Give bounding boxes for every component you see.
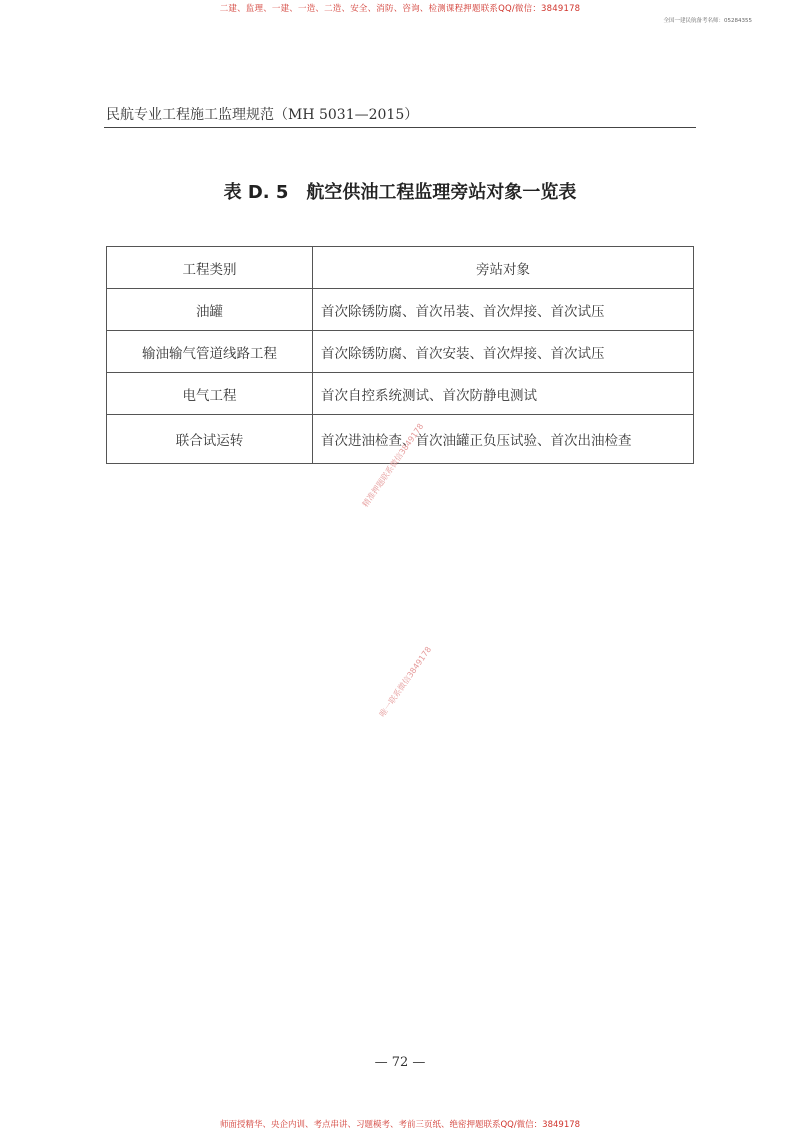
bottom-banner: 师面授精华、央企内训、考点串讲、习题模考、考前三页纸、绝密押题联系QQ/微信：3849178 <box>219 1120 581 1130</box>
objects-cell: 首次除锈防腐、首次安装、首次焊接、首次试压 <box>313 331 694 373</box>
table-number: 表 D. 5 <box>223 182 289 203</box>
table-title-text: 航空供油工程监理旁站对象一览表 <box>306 182 577 203</box>
category-cell: 电气工程 <box>107 373 313 415</box>
top-right-note: 全国一建民航备考名师：05284355 <box>663 18 752 24</box>
watermark: 唯一联系微信3849178 <box>377 645 434 719</box>
running-header: 民航专业工程施工监理规范（MH 5031—2015） <box>106 107 419 123</box>
top-banner: 二建、监理、一建、一造、二造、安全、消防、咨询、检测课程押题联系QQ/微信：3849178 <box>219 4 581 14</box>
page-number: — 72 — <box>374 1055 426 1070</box>
category-cell: 输油输气管道线路工程 <box>107 331 313 373</box>
watermark: 精准押题联系微信3849178 <box>360 421 426 509</box>
supervision-table <box>106 246 694 464</box>
table-header-row <box>107 247 694 289</box>
table-title <box>0 178 800 204</box>
category-cell: 油罐 <box>107 289 313 331</box>
category-cell: 联合试运转 <box>107 415 313 464</box>
table-row <box>107 373 694 415</box>
header-rule <box>104 127 696 128</box>
column-header-category: 工程类别 <box>107 247 313 289</box>
table-row <box>107 331 694 373</box>
objects-cell: 首次进油检查、首次油罐正负压试验、首次出油检查 <box>313 415 694 464</box>
table-row <box>107 289 694 331</box>
objects-cell: 首次除锈防腐、首次吊装、首次焊接、首次试压 <box>313 289 694 331</box>
objects-cell: 首次自控系统测试、首次防静电测试 <box>313 373 694 415</box>
column-header-objects: 旁站对象 <box>313 247 694 289</box>
